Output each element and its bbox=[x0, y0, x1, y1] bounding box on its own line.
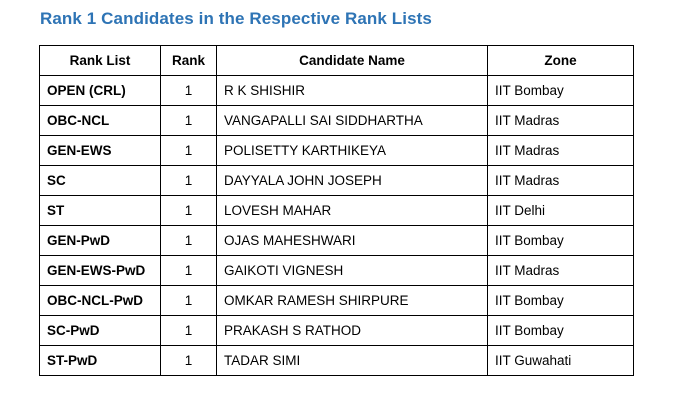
cell-candidate-name: OJAS MAHESHWARI bbox=[217, 226, 488, 256]
cell-zone: IIT Bombay bbox=[488, 226, 634, 256]
header-candidate-name: Candidate Name bbox=[217, 46, 488, 76]
cell-rank-list: ST bbox=[40, 196, 161, 226]
cell-rank-list: GEN-EWS bbox=[40, 136, 161, 166]
cell-candidate-name: PRAKASH S RATHOD bbox=[217, 316, 488, 346]
cell-rank: 1 bbox=[161, 166, 217, 196]
cell-rank-list: OPEN (CRL) bbox=[40, 76, 161, 106]
rank-table bbox=[39, 45, 634, 376]
cell-zone: IIT Madras bbox=[488, 166, 634, 196]
cell-zone: IIT Delhi bbox=[488, 196, 634, 226]
cell-rank-list: OBC-NCL bbox=[40, 106, 161, 136]
cell-zone: IIT Bombay bbox=[488, 316, 634, 346]
table-row bbox=[40, 196, 634, 226]
table-row bbox=[40, 166, 634, 196]
cell-zone: IIT Bombay bbox=[488, 76, 634, 106]
cell-rank-list: GEN-PwD bbox=[40, 226, 161, 256]
cell-rank-list: SC bbox=[40, 166, 161, 196]
cell-rank: 1 bbox=[161, 106, 217, 136]
header-zone: Zone bbox=[488, 46, 634, 76]
cell-rank-list: SC-PwD bbox=[40, 316, 161, 346]
cell-candidate-name: LOVESH MAHAR bbox=[217, 196, 488, 226]
cell-candidate-name: DAYYALA JOHN JOSEPH bbox=[217, 166, 488, 196]
cell-rank-list: ST-PwD bbox=[40, 346, 161, 376]
cell-rank: 1 bbox=[161, 316, 217, 346]
cell-rank: 1 bbox=[161, 196, 217, 226]
cell-rank: 1 bbox=[161, 136, 217, 166]
cell-zone: IIT Guwahati bbox=[488, 346, 634, 376]
header-rank: Rank bbox=[161, 46, 217, 76]
cell-candidate-name: VANGAPALLI SAI SIDDHARTHA bbox=[217, 106, 488, 136]
cell-rank: 1 bbox=[161, 256, 217, 286]
table-row bbox=[40, 106, 634, 136]
header-rank-list: Rank List bbox=[40, 46, 161, 76]
cell-candidate-name: R K SHISHIR bbox=[217, 76, 488, 106]
cell-candidate-name: TADAR SIMI bbox=[217, 346, 488, 376]
cell-candidate-name: POLISETTY KARTHIKEYA bbox=[217, 136, 488, 166]
table-row bbox=[40, 76, 634, 106]
cell-rank: 1 bbox=[161, 346, 217, 376]
cell-zone: IIT Bombay bbox=[488, 286, 634, 316]
cell-rank: 1 bbox=[161, 286, 217, 316]
table-row bbox=[40, 316, 634, 346]
page-title: Rank 1 Candidates in the Respective Rank Lists bbox=[40, 9, 432, 28]
table-row bbox=[40, 256, 634, 286]
cell-candidate-name: OMKAR RAMESH SHIRPURE bbox=[217, 286, 488, 316]
cell-candidate-name: GAIKOTI VIGNESH bbox=[217, 256, 488, 286]
cell-zone: IIT Madras bbox=[488, 256, 634, 286]
cell-zone: IIT Madras bbox=[488, 136, 634, 166]
cell-rank: 1 bbox=[161, 76, 217, 106]
cell-rank: 1 bbox=[161, 226, 217, 256]
cell-rank-list: OBC-NCL-PwD bbox=[40, 286, 161, 316]
table-row bbox=[40, 136, 634, 166]
table-header-row bbox=[40, 46, 634, 76]
table-row bbox=[40, 226, 634, 256]
cell-zone: IIT Madras bbox=[488, 106, 634, 136]
table-row bbox=[40, 286, 634, 316]
table-row bbox=[40, 346, 634, 376]
cell-rank-list: GEN-EWS-PwD bbox=[40, 256, 161, 286]
